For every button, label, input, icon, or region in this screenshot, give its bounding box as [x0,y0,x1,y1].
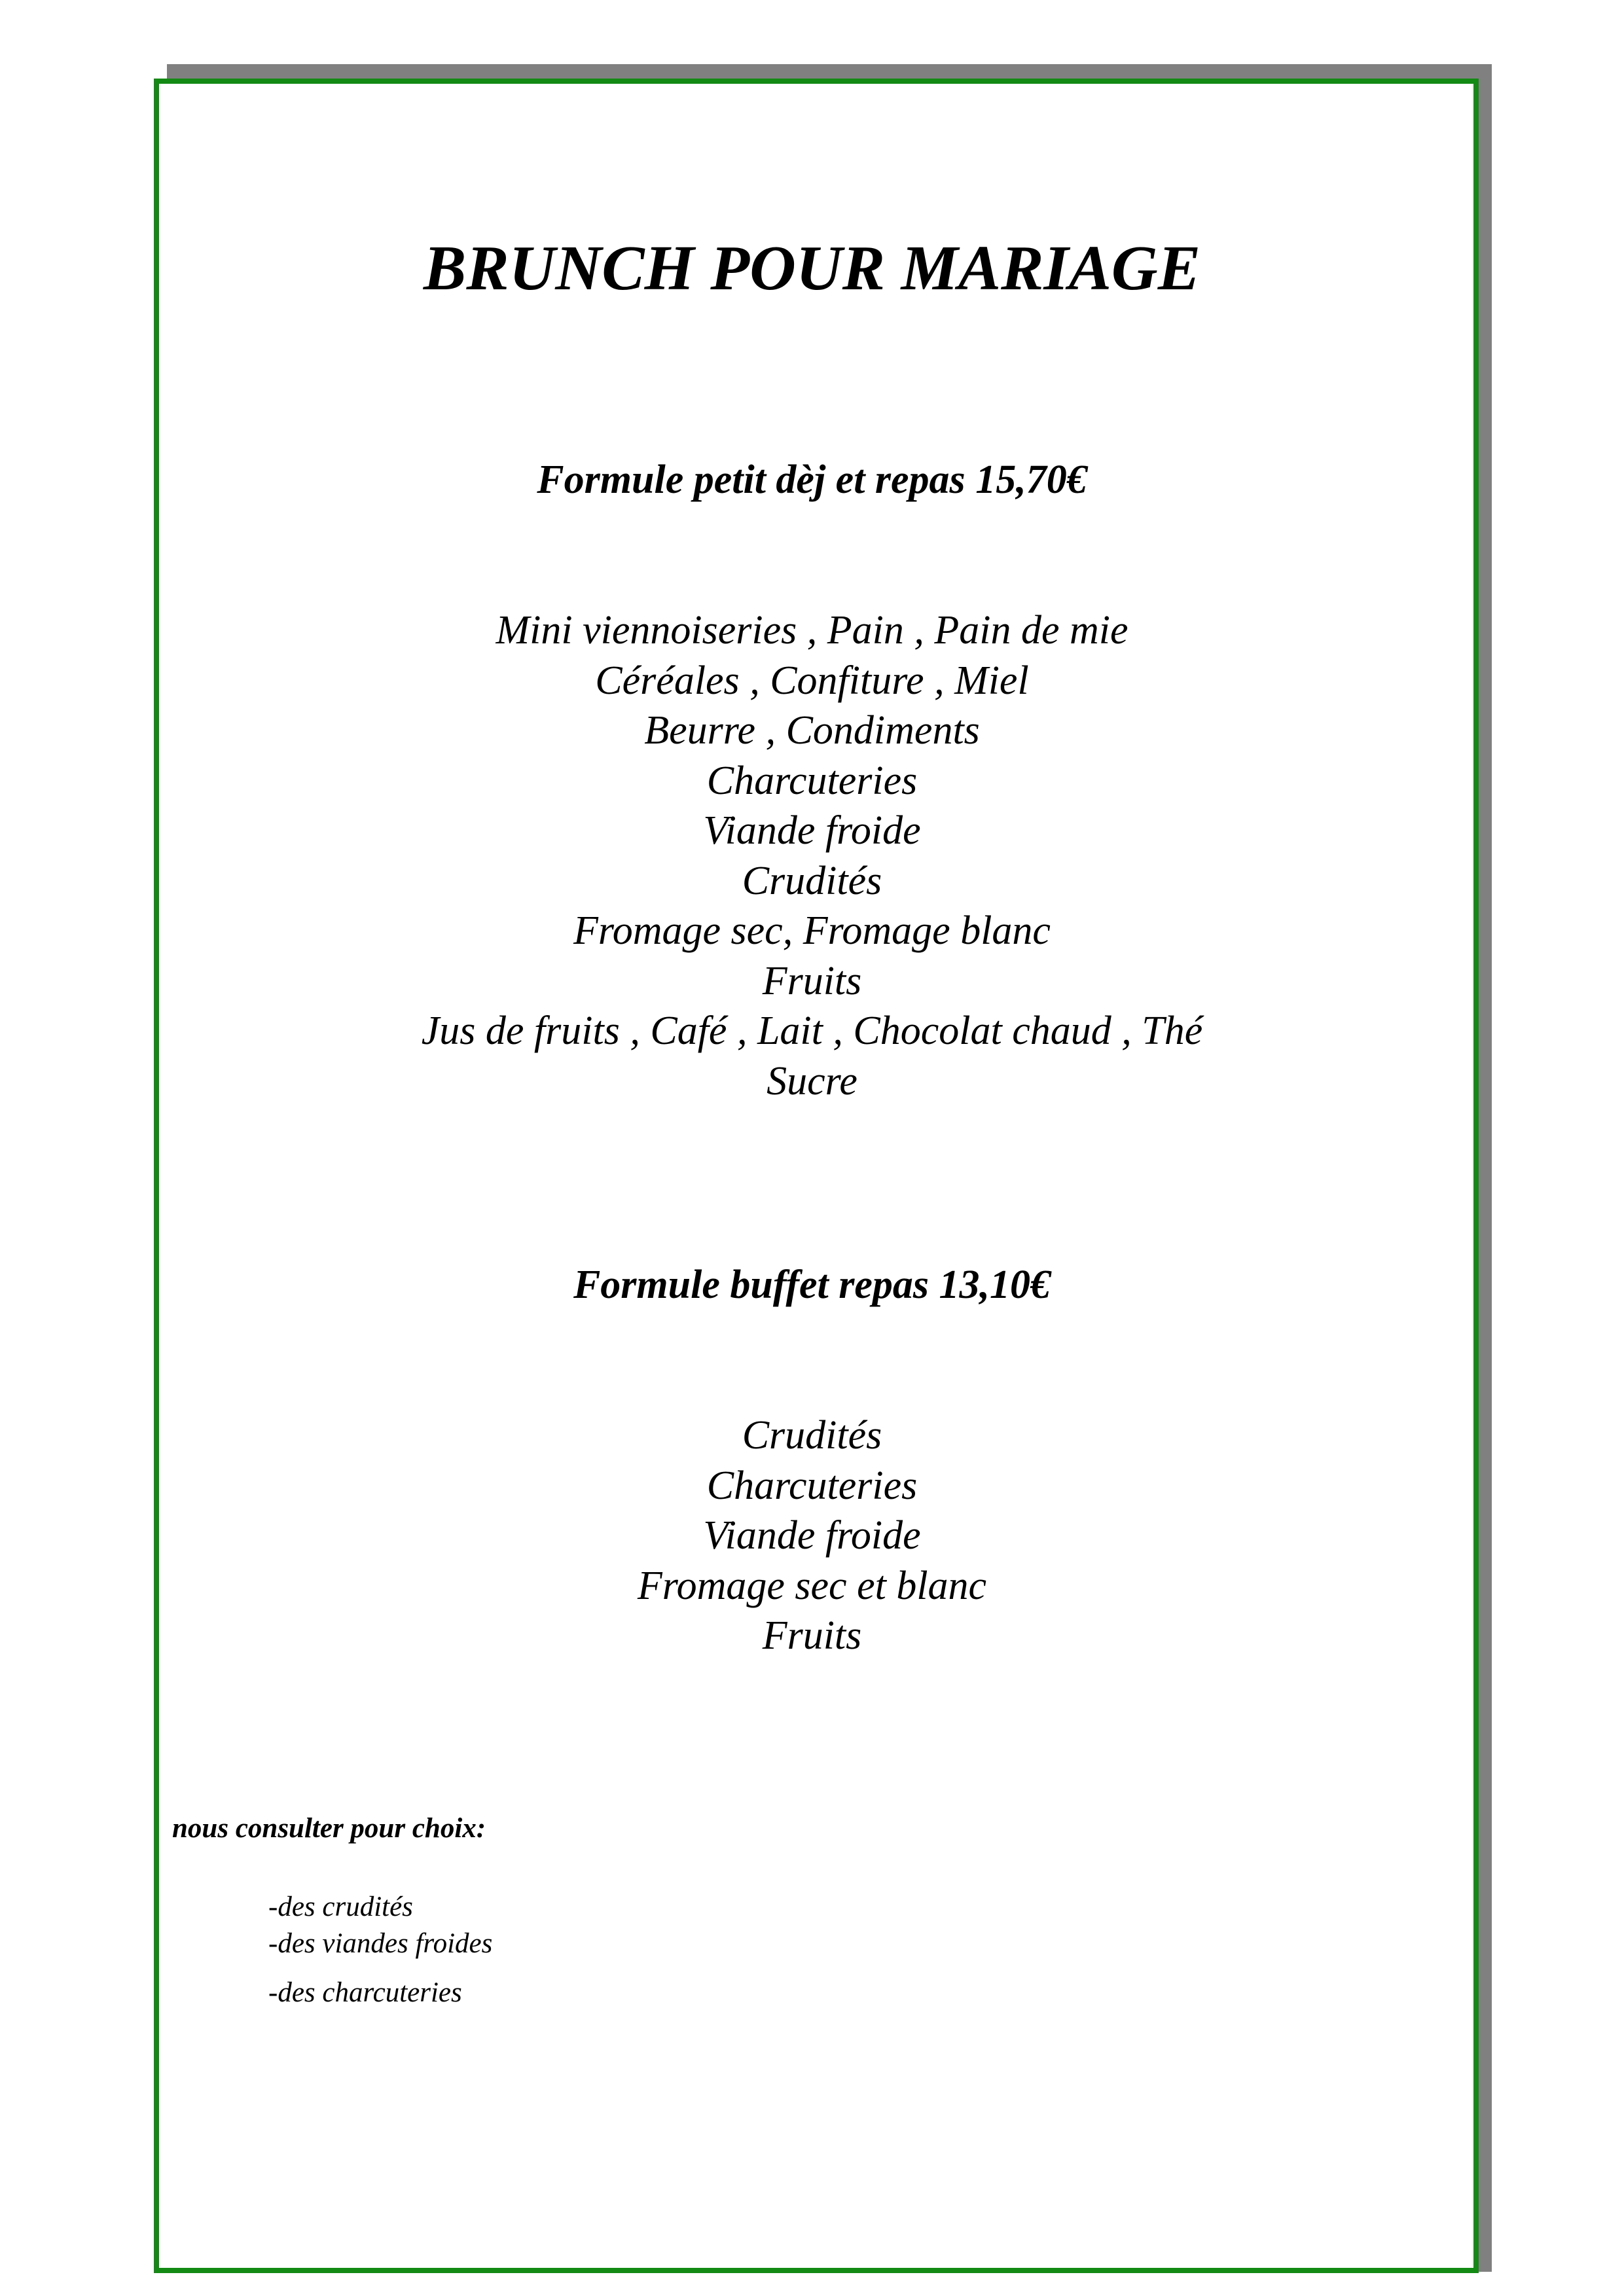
menu-item: Fruits [762,958,862,1003]
menu-item: Beurre , Condiments [644,708,980,753]
consult-label: nous consulter pour choix: [172,1813,486,1844]
menu-item: Mini viennoiseries , Pain , Pain de mie [496,608,1128,653]
menu-item: Jus de fruits , Café , Lait , Chocolat chaud , Thé [421,1009,1203,1053]
menu-item: Sucre [767,1058,857,1103]
consult-choices [268,1889,492,1962]
menu-item: Viande froide [703,1513,921,1558]
consult-choice-item: -des charcuteries [268,1977,462,2008]
formula-breakfast-items [0,605,1624,1106]
menu-item: Fromage sec, Fromage blanc [573,908,1051,953]
consult-choice-item: -des viandes froides [268,1928,493,1959]
menu-item: Céréales , Confiture , Miel [595,658,1029,703]
menu-item: Fromage sec et blanc [637,1563,987,1608]
formula-buffet-items [0,1410,1624,1661]
formula-breakfast-heading: Formule petit dèj et repas 15,70€ [537,457,1087,502]
menu-item: Fruits [762,1613,862,1658]
menu-item: Charcuteries [706,1463,918,1508]
menu-item: Viande froide [703,808,921,853]
menu-item: Charcuteries [706,758,918,803]
consult-choices-continued [268,1975,462,2011]
menu-item: Crudités [742,1413,882,1458]
page-title: BRUNCH POUR MARIAGE [423,233,1201,304]
menu-item: Crudités [742,858,882,903]
formula-buffet-heading: Formule buffet repas 13,10€ [573,1263,1051,1307]
consult-choice-item: -des crudités [268,1892,413,1922]
